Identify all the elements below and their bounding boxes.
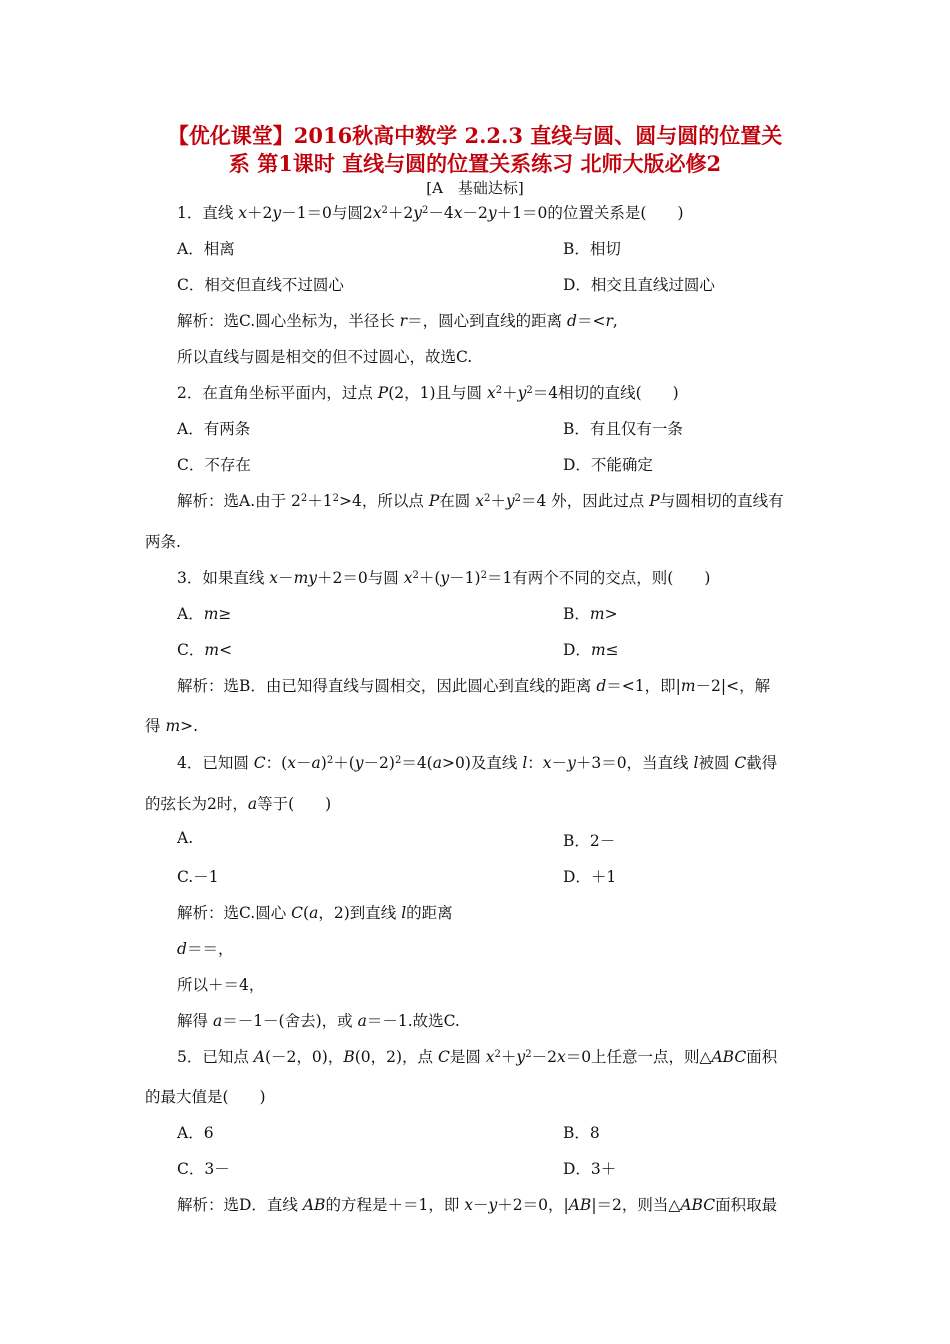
q1-option-a: A．相离 bbox=[177, 240, 235, 258]
q4-solution-line-4: 解得 a＝－1－(舍去)，或 a＝－1.故选C. bbox=[177, 1012, 460, 1030]
q4-solution-line-2: d＝＝， bbox=[177, 940, 234, 958]
q1-option-d: D．相交且直线过圆心 bbox=[563, 276, 715, 294]
q1-solution-line-2: 所以直线与圆是相交的但不过圆心，故选C. bbox=[177, 348, 473, 366]
q2-option-d: D．不能确定 bbox=[563, 456, 653, 474]
q3-stem: 3．如果直线 x－my＋2＝0与圆 $x^2+(y-1)^2=1$有两个不同的交点，则( ) bbox=[177, 569, 711, 587]
q4-option-d: D．＋1 bbox=[563, 868, 617, 886]
q2-solution-line-2: 两条. bbox=[145, 533, 181, 551]
document-title-line-2: 系 第1课时 直线与圆的位置关系练习 北师大版必修2 bbox=[228, 151, 722, 176]
q3-option-a: A．m≥ bbox=[177, 605, 232, 623]
q4-solution-line-3: 所以＋＝4， bbox=[177, 976, 265, 994]
section-heading: [A 基础达标] bbox=[426, 179, 524, 197]
q1-option-c: C．相交但直线不过圆心 bbox=[177, 276, 344, 294]
q4-stem-line-2: 的弦长为2时，a等于( ) bbox=[145, 795, 332, 813]
q5-stem-line-1: 5．已知点 A(－2，0)，B(0，2)，点 C是圆 $x^2+y^2-2x=0$上任意一点，则△ABC面积 bbox=[177, 1048, 778, 1066]
q5-option-c: C．3－ bbox=[177, 1160, 230, 1178]
q2-option-a: A．有两条 bbox=[177, 420, 251, 438]
q1-stem: 1．直线 x＋2y－1＝0与圆$2x^2+2y^2-4x-2y+1=0$的位置关系是( ) bbox=[177, 204, 684, 222]
q3-option-b: B．m> bbox=[563, 605, 618, 623]
q3-option-d: D．m≤ bbox=[563, 641, 619, 659]
q3-solution-line-1: 解析：选B．由已知得直线与圆相交，因此圆心到直线的距离 d＝<1，即|m－2|<，解 bbox=[177, 677, 771, 695]
q2-stem: 2．在直角坐标平面内，过点 P(2，1)且与圆 $x^2+y^2=4$相切的直线( ) bbox=[177, 384, 679, 402]
q1-option-b: B．相切 bbox=[563, 240, 621, 258]
q5-option-b: B．8 bbox=[563, 1124, 600, 1142]
q4-option-a: A. bbox=[177, 829, 194, 847]
q5-stem-line-2: 的最大值是( ) bbox=[145, 1088, 266, 1106]
q5-option-a: A．6 bbox=[177, 1124, 214, 1142]
q4-option-b: B．2－ bbox=[563, 832, 616, 850]
q4-option-c: C.－1 bbox=[177, 868, 219, 886]
q5-option-d: D．3＋ bbox=[563, 1160, 617, 1178]
q4-solution-line-1: 解析：选C.圆心 C(a，2)到直线 l的距离 bbox=[177, 904, 453, 922]
q2-solution-line-1: 解析：选A.由于 $2^2+1^2>4$，所以点 P在圆 $x^2+y^2=4$ 外，因此过点 P与圆相切的直线有 bbox=[177, 492, 784, 510]
q1-solution-line-1: 解析：选C.圆心坐标为，半径长 r＝，圆心到直线的距离 d＝<r, bbox=[177, 312, 618, 330]
q3-solution-line-2: 得 m>. bbox=[145, 717, 199, 735]
q4-stem-line-1: 4．已知圆 C：$(x-a)^2+(y-2)^2=4(a>0)$及直线 l：x－y＋3＝0，当直线 l被圆 C截得 bbox=[177, 754, 778, 772]
q3-option-c: C．m< bbox=[177, 641, 233, 659]
q2-option-b: B．有且仅有一条 bbox=[563, 420, 683, 438]
document-title-line-1: 【优化课堂】2016秋高中数学 2.2.3 直线与圆、圆与圆的位置关 bbox=[167, 123, 783, 148]
q5-solution-line-1: 解析：选D．直线 AB的方程是＋＝1，即 x－y＋2＝0，|AB|＝2，则当△ABC面积取最 bbox=[177, 1196, 778, 1214]
q2-option-c: C．不存在 bbox=[177, 456, 251, 474]
